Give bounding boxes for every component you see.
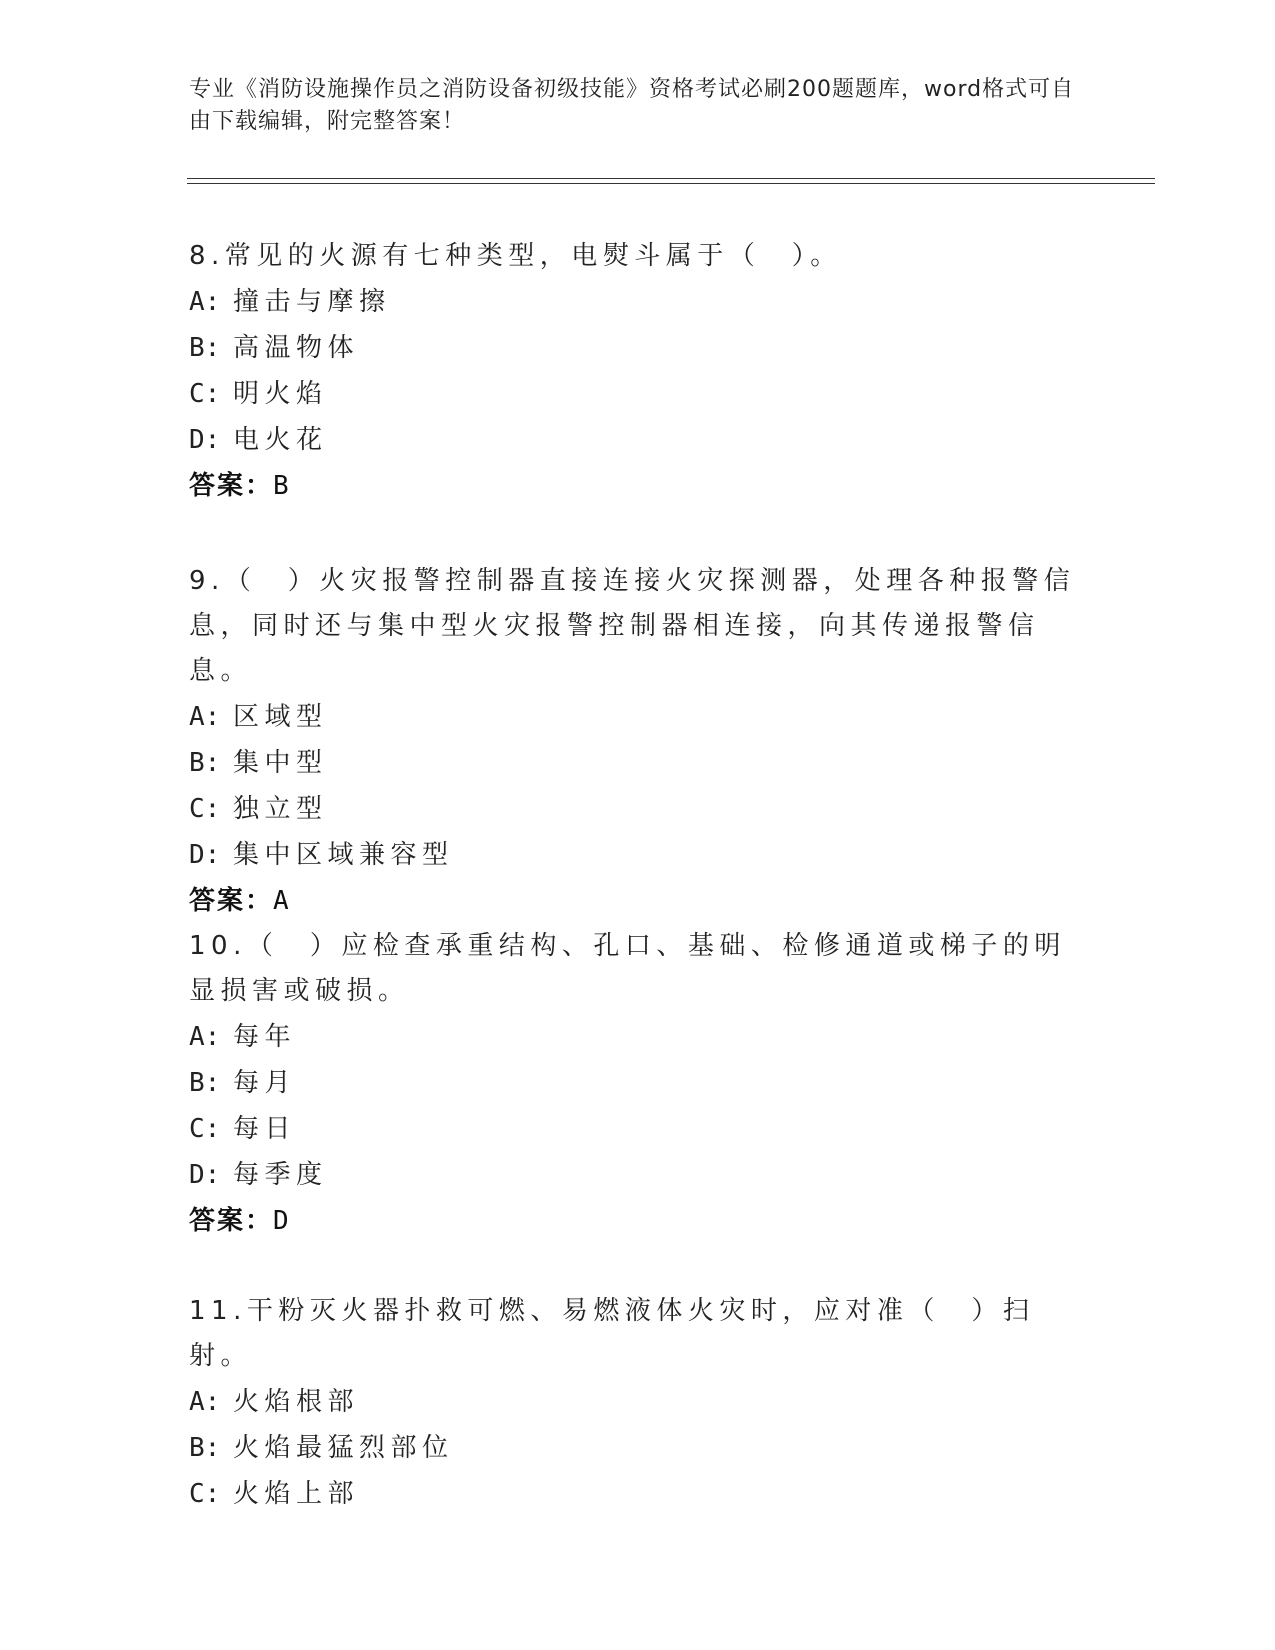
document-header: 专业《消防设施操作员之消防设备初级技能》资格考试必刷200题题库，word格式可自由下载编辑，附完整答案！: [189, 77, 1075, 134]
option-letter: B:: [189, 1433, 221, 1463]
option-letter: B:: [189, 1068, 221, 1098]
option-letter: A:: [189, 287, 221, 317]
option-a: [189, 1014, 1089, 1060]
option-b: [189, 325, 1089, 371]
option-text: 高温物体: [233, 333, 360, 363]
header-divider-top: [187, 178, 1155, 179]
option-b: [189, 740, 1089, 786]
answer-value: A: [273, 886, 291, 916]
option-letter: C:: [189, 794, 221, 824]
option-text: 火焰上部: [233, 1479, 360, 1509]
option-letter: B:: [189, 333, 221, 363]
answer-label: 答案：: [189, 1206, 274, 1236]
option-letter: C:: [189, 1479, 221, 1509]
option-a: [189, 694, 1089, 740]
question-stem: 8.常见的火源有七种类型，电熨斗属于（ ）。: [189, 241, 842, 271]
option-letter: A:: [189, 1022, 221, 1052]
option-letter: D:: [189, 425, 221, 455]
option-letter: A:: [189, 702, 221, 732]
option-b: [189, 1060, 1089, 1106]
option-letter: B:: [189, 748, 221, 778]
question-9: [189, 559, 1089, 924]
option-text: 明火焰: [233, 379, 328, 409]
option-d: [189, 417, 1089, 463]
option-a: [189, 279, 1089, 325]
option-d: [189, 832, 1089, 878]
option-text: 每日: [233, 1114, 297, 1144]
option-letter: C:: [189, 1114, 221, 1144]
option-text: 火焰最猛烈部位: [233, 1433, 454, 1463]
option-c: [189, 1106, 1089, 1152]
option-text: 每月: [233, 1068, 297, 1098]
header-divider-bottom: [187, 183, 1155, 184]
option-d: [189, 1152, 1089, 1198]
answer-line: [189, 878, 1089, 924]
option-text: 火焰根部: [233, 1387, 360, 1417]
answer-label: 答案：: [189, 886, 274, 916]
option-text: 独立型: [233, 794, 328, 824]
question-8: [189, 234, 1089, 509]
option-letter: A:: [189, 1387, 221, 1417]
option-c: [189, 1471, 1089, 1517]
option-b: [189, 1425, 1089, 1471]
answer-value: B: [273, 471, 291, 501]
option-text: 每季度: [233, 1160, 328, 1190]
option-text: 集中型: [233, 748, 328, 778]
answer-value: D: [273, 1206, 291, 1236]
option-text: 电火花: [233, 425, 328, 455]
question-10: [189, 924, 1089, 1244]
question-stem: 9.（ ）火灾报警控制器直接连接火灾探测器，处理各种报警信息，同时还与集中型火灾报警控制器相连接，向其传递报警信息。: [189, 566, 1076, 686]
option-text: 集中区域兼容型: [233, 840, 454, 870]
answer-label: 答案：: [189, 471, 274, 501]
option-text: 每年: [233, 1022, 297, 1052]
option-letter: C:: [189, 379, 221, 409]
option-a: [189, 1379, 1089, 1425]
answer-line: [189, 463, 1089, 509]
option-letter: D:: [189, 1160, 221, 1190]
option-text: 撞击与摩擦: [233, 287, 391, 317]
option-text: 区域型: [233, 702, 328, 732]
answer-line: [189, 1198, 1089, 1244]
option-c: [189, 786, 1089, 832]
option-c: [189, 371, 1089, 417]
question-11: [189, 1289, 1089, 1517]
option-letter: D:: [189, 840, 221, 870]
question-stem: 11.干粉灭火器扑救可燃、易燃液体火灾时，应对准（ ）扫射。: [189, 1296, 1035, 1371]
question-stem: 10.（ ）应检查承重结构、孔口、基础、检修通道或梯子的明显损害或破损。: [189, 931, 1066, 1006]
